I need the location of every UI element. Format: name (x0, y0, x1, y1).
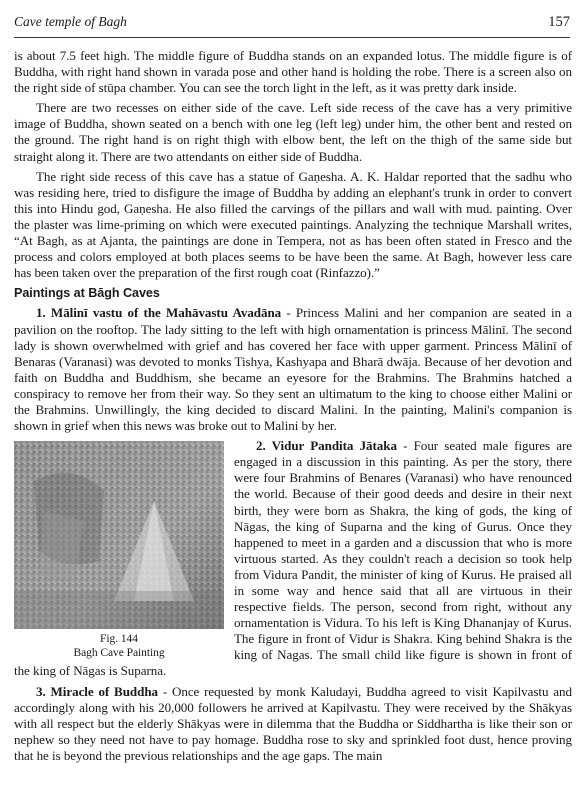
section-heading: Paintings at Bāgh Caves (14, 286, 160, 301)
paragraph-stupa-description: is about 7.5 feet high. The middle figure of Buddha stands on an expanded lotus. The middle figure is of Buddha, with right hand shown in varada pose and other hand is holding the robe. There is a screen also on the right side of stūpa chamber. You can see the torch light in the left, as it was pretty dark inside. (14, 48, 572, 96)
item-vidur-title: 2. Vidur Pandita Jātaka (256, 438, 397, 454)
page-body (14, 48, 572, 768)
paragraph-ganesha: The right side recess of this cave has a statue of Gaṇesha. A. K. Haldar reported that the sadhu who was residing here, tried to disfigure the image of Buddha by adding an elephant's trunk in order to convert this into Hindu god, Gaṇesha. He also filled the carvings of the pillars and wall with mud. painting. Over the plaster was lime-priming on which were executed paintings. Analyzing the technique Marshall writes, “At Bagh, as at Ajanta, the paintings are done in Tempera, not as has been often stated in Fresco and the process and colors employed at both places seems to be have been the same. At Bagh, however less care has been taken over the preparation of the first rough coat (Rinfazzo).” (14, 168, 572, 281)
figure-144 (14, 441, 224, 660)
bagh-cave-painting-image (14, 441, 224, 629)
figure-number: Fig. 144 (100, 633, 138, 646)
item-malini-text: - Princess Malini and her companion are seated in a pavilion on the rooftop. The lady sitting to the left with high ornamentation is princess Mālinī. The second lady is shown overwhelmed with grief and has covered her face with upper garment. Princess Mālinī of Benaras (Varanasi) was devoted to monks Tishya, Kashyapa and Bharā dwāja. Because of her devotion and faith on Buddha and Buddhism, she became an eyesore for the Brahmins. The Brahmins hatched a conspiracy to remove her from their way. So they sent an ultimatum to the king to choose either Malini or the Brahmins. Unwillingly, the king decided to discard Malini. In the painting, Malini's companion is shown in grief when this news was broke out to Malini by her. (14, 305, 572, 434)
paragraph-recesses: There are two recesses on either side of the cave. Left side recess of the cave has a very primitive image of Buddha, shown seated on a bench with one leg (left leg) under him, the other bent and rested on the ground. The right hand is on right thigh with elbow bent, the left on the thigh of the same side but straight along it. There are two attendants on either side of Buddha. (14, 100, 572, 164)
figure-caption (14, 633, 224, 660)
item-miracle-title: 3. Miracle of Buddha (36, 683, 159, 699)
running-title: Cave temple of Bagh (14, 14, 127, 29)
item-miracle-text: - Once requested by monk Kaludayi, Buddha agreed to visit Kapilvastu and accordingly along with his 20,000 followers he arrived at Kapilvastu. They were received by the Shākyas with all respect but the elderly Shākyas were in dilemma that the Buddha or Siddhartha is like their son or nephew so they need not have to pay homage. Buddha rose to sky and sprinkled foot dust, hence proving that he is beyond the previous relationships and the age gaps. The main (14, 683, 572, 763)
item-malini-title: 1. Mālinī vastu of the Mahāvastu Avadāna (36, 305, 282, 321)
page-number: 157 (548, 14, 570, 30)
item-malini (14, 305, 572, 434)
figure-title: Bagh Cave Painting (73, 646, 165, 659)
header-rule (14, 37, 570, 38)
item-vidur-text: - Four seated male figures are engaged in a discussion in this painting. As per the story, there were four Brahmins of Benares (Varanasi) who have renounced the world. Because of their good deeds and desire in their next birth, they were born as Shakra, the king of gods, the king of Nāgas, the king of Suparna and the king of Gurus. Once they happened to meet in a garden and a discussion that who is more virtuous started. As they couldn't reach a decision so took help from Vidura Pandit, the minister of king of Kurus. He praised all in some way and hence said that all are virtuous in their respective fields. The person, second from right, without any ornamentation is Vidura. To his left is King Dhananjay of Kurus. The figure in front of Vidur is Shakra. King behind Shakra is the king of Nagas. The small child like figure is shown in front of the king of Nāgas is Suparna. (14, 438, 572, 679)
running-header (14, 14, 570, 34)
item-miracle (14, 684, 572, 764)
